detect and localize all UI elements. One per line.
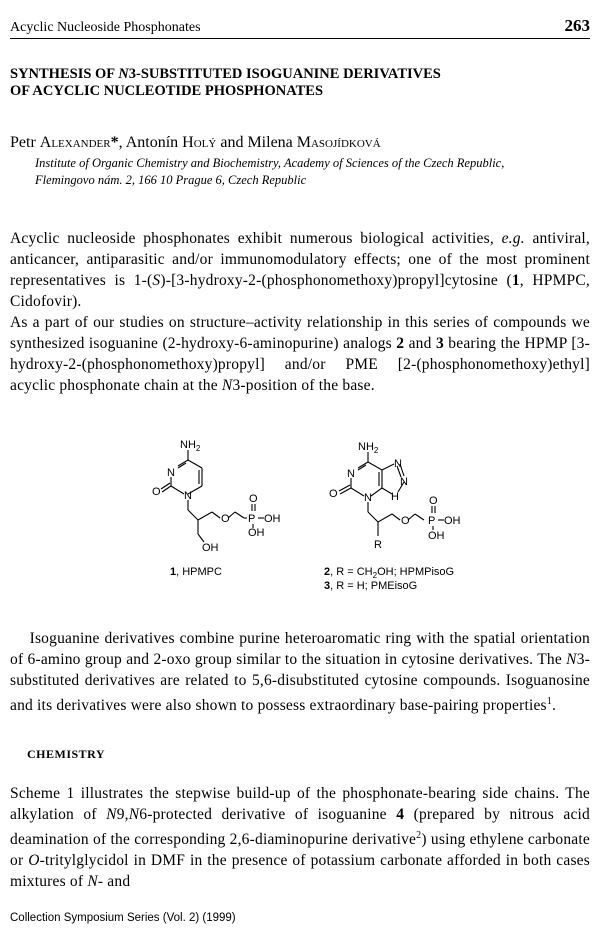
chemistry-paragraph: Scheme 1 illustrates the stepwise build-up of the phosphonate-bearing side chains. The alkylation of N9,N6-protected derivative of isoguanine 4 (prepared by nitrous acid deamination of the corresponding 2,6-diaminopurine derivative$^2$) using ethylene carbonate or O-tritylglycidol in DMF in the presence of potassium carbonate afforded in both cases mixtures of N- and [10, 785, 591, 891]
section-heading: CHEMISTRY [27, 747, 106, 761]
svg-text:N: N [394, 458, 402, 470]
running-head [10, 14, 590, 38]
amino-group-label: $NH_2$ [180, 439, 201, 453]
intro-paragraph: Acyclic nucleoside phosphonates exhibit numerous biological activities, e.g. antiviral, anticancer, antiparasitic and/or immunomodulatory effects; one of the most prominent representatives is 1-(S)-[3-hydroxy-2-(phosphonomethoxy)propyl]cytosine (1, HPMPC, Cidofovir). As a part of our studies on structure–activity relationship in this series of compounds we synthesized isoguanine (2-hydroxy-6-aminopurine) analogs 2 and 3 bearing the HPMP [3-hydroxy-2-(phosphonomethoxy)propyl] and/or PME [2-(phosphonomethoxy)ethyl] acyclic phosphonate chain at the N3-position of the base. [10, 230, 590, 394]
author-list: Petr Alexander*, Antonín Holý and Milena Masojídková [10, 134, 381, 151]
page-number: 263 [564, 16, 590, 35]
svg-text:OH: OH [264, 513, 281, 525]
svg-text:P: P [428, 515, 436, 527]
svg-text:H: H [391, 491, 399, 503]
svg-text:O: O [401, 515, 410, 527]
compound-1-label: 1, HPMPC [170, 566, 222, 578]
chemical-structures-figure [140, 432, 500, 602]
svg-text:OH: OH [248, 527, 265, 539]
svg-text:NH2: $NH_2$ [358, 441, 379, 455]
svg-text:OH: OH [444, 515, 461, 527]
compound-2-label: 2, $R = CH_2OH$; HPMPisoG [324, 566, 455, 580]
svg-text:O: O [221, 513, 230, 525]
compound-3-label: 3, R = H; PMEisoG [324, 580, 418, 592]
affiliation: Institute of Organic Chemistry and Biochemistry, Academy of Sciences of the Czech Republic, Flemingovo nám. 2, 166 10 Prague 6, Czech Republic [35, 156, 505, 187]
ring-n-label: N [167, 467, 175, 479]
svg-text:N: N [400, 476, 408, 488]
svg-text:O: O [152, 486, 161, 498]
svg-text:N: N [347, 468, 355, 480]
r-group-label: R [374, 539, 382, 551]
svg-text:N: N [364, 492, 372, 504]
svg-text:OH: OH [202, 542, 219, 554]
paper-title: SYNTHESIS OF N3-SUBSTITUTED ISOGUANINE DERIVATIVES OF ACYCLIC NUCLEOTIDE PHOSPHONATES [10, 66, 441, 99]
svg-text:O: O [249, 493, 258, 505]
running-title: Acyclic Nucleoside Phosphonates [10, 20, 201, 35]
isoguanine-paragraph: Isoguanine derivatives combine purine heteroaromatic ring with the spatial orientation of 6-amino group and 2-oxo group similar to the situation in cytosine derivatives. The N3-substituted derivatives are related to 5,6-disubstituted cytosine compounds. Isoguanosine and its derivatives were also shown to possess extraordinary base-pairing properties$^1$. [10, 630, 590, 715]
phosphorus-label: P [248, 513, 256, 525]
svg-text:N: N [184, 490, 192, 502]
svg-text:OH: OH [428, 530, 445, 542]
svg-text:O: O [429, 495, 438, 507]
footer-citation: Collection Symposium Series (Vol. 2) (1999) [10, 912, 236, 924]
header-rule [10, 38, 590, 39]
svg-text:O: O [329, 488, 338, 500]
